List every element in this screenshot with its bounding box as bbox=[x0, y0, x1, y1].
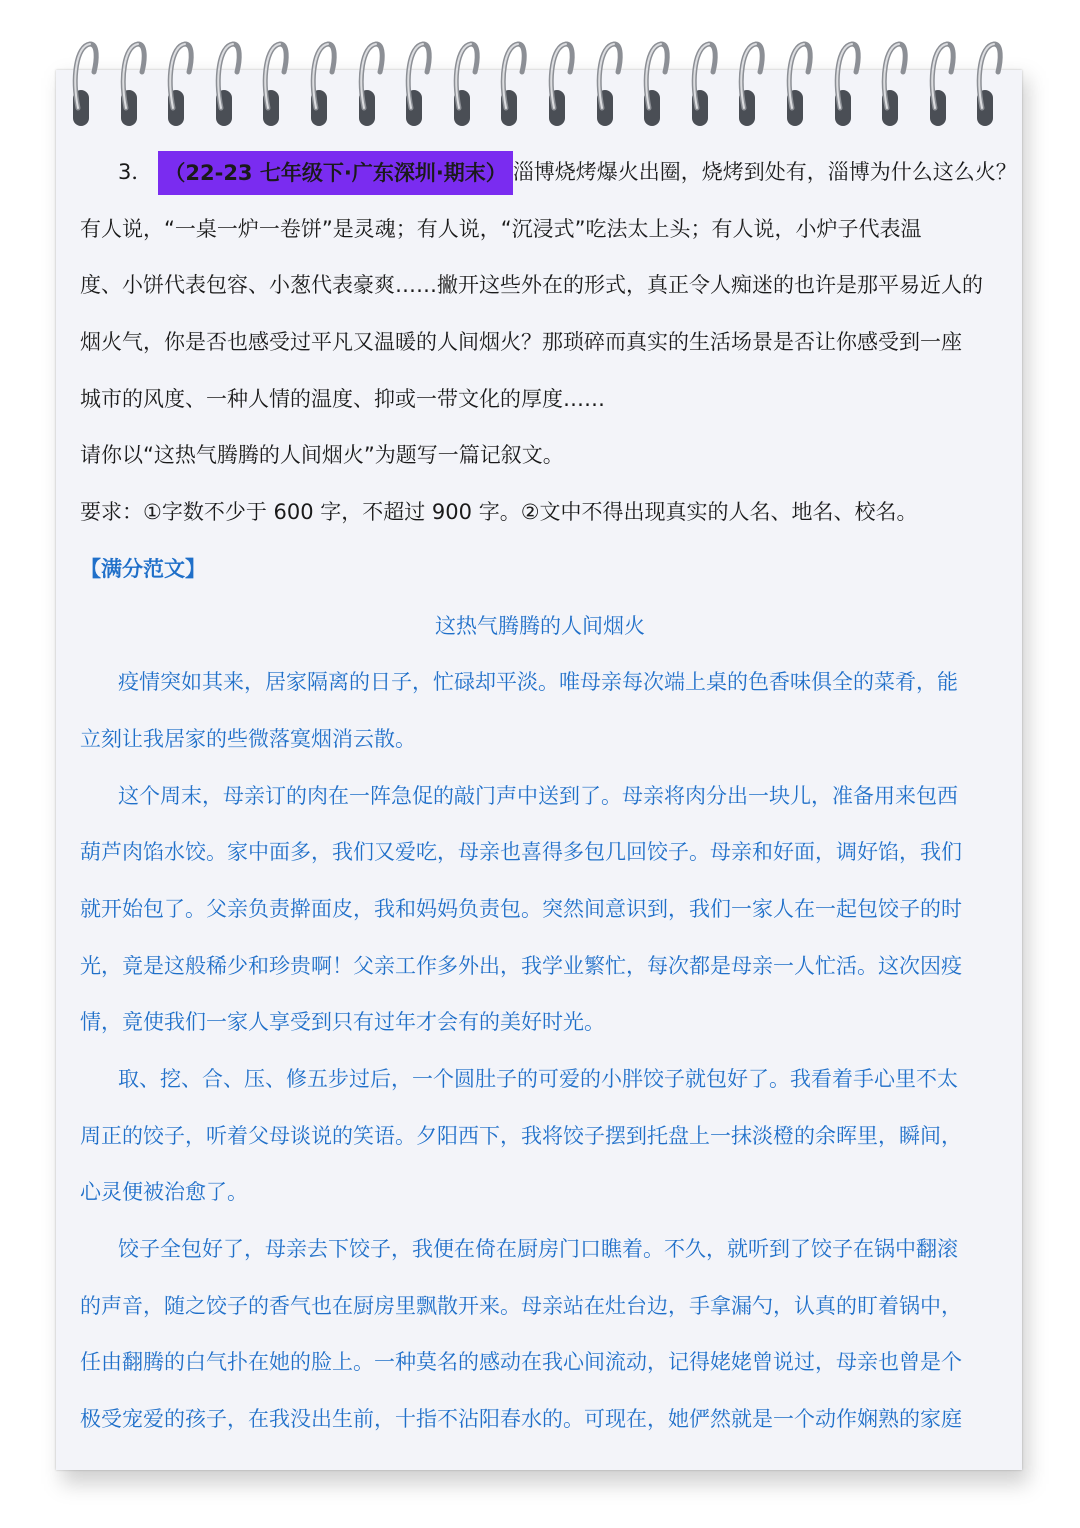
document-content bbox=[80, 144, 1017, 1448]
question-line-1 bbox=[80, 144, 1017, 201]
essay-line: 的声音，随之饺子的香气也在厨房里飘散开来。母亲站在灶台边，手拿漏勺，认真的盯着锅中， bbox=[80, 1293, 962, 1318]
binding-ring bbox=[828, 38, 862, 134]
binding-ring bbox=[114, 38, 148, 134]
essay-line: 立刻让我居家的些微落寞烟消云散。 bbox=[80, 726, 416, 751]
essay-line: 这个周末，母亲订的肉在一阵急促的敲门声中送到了。母亲将肉分出一块儿，准备用来包西 bbox=[118, 783, 958, 808]
essay-line: 就开始包了。父亲负责擀面皮，我和妈妈负责包。突然间意识到，我们一家人在一起包饺子的时 bbox=[80, 896, 962, 921]
binding-ring bbox=[399, 38, 433, 134]
source-tag: （22-23 七年级下·广东深圳·期末） bbox=[158, 151, 512, 195]
binding-ring bbox=[685, 38, 719, 134]
binding-ring bbox=[590, 38, 624, 134]
essay-title: 这热气腾腾的人间烟火 bbox=[435, 613, 645, 638]
sample-heading: 【满分范文】 bbox=[80, 556, 206, 581]
question-line: 城市的风度、一种人情的温度、抑或一带文化的厚度…… bbox=[80, 386, 605, 411]
question-line: 度、小饼代表包容、小葱代表豪爽……撇开这些外在的形式，真正令人痴迷的也许是那平易近人的 bbox=[80, 273, 983, 298]
essay-line: 疫情突如其来，居家隔离的日子，忙碌却平淡。唯母亲每次端上桌的色香味俱全的菜肴，能 bbox=[118, 670, 958, 695]
binding-ring bbox=[161, 38, 195, 134]
binding-ring bbox=[494, 38, 528, 134]
essay-line: 周正的饺子，听着父母谈说的笑语。夕阳西下，我将饺子摆到托盘上一抹淡橙的余晖里，瞬间， bbox=[80, 1123, 962, 1148]
binding-ring bbox=[923, 38, 957, 134]
binding-ring bbox=[732, 38, 766, 134]
essay-line: 心灵便被治愈了。 bbox=[80, 1180, 248, 1205]
binding-ring bbox=[304, 38, 338, 134]
binding-ring bbox=[256, 38, 290, 134]
binding-ring bbox=[780, 38, 814, 134]
question-line: 有人说，“一桌一炉一卷饼”是灵魂；有人说，“沉浸式”吃法太上头；有人说，小炉子代表温 bbox=[80, 216, 922, 241]
binding-ring bbox=[542, 38, 576, 134]
essay-line: 极受宠爱的孩子，在我没出生前，十指不沾阳春水的。可现在，她俨然就是一个动作娴熟的家庭 bbox=[80, 1407, 962, 1432]
binding-ring bbox=[447, 38, 481, 134]
binding-ring bbox=[209, 38, 243, 134]
question-text: 淄博烧烤爆火出圈，烧烤到处有，淄博为什么这么火？ bbox=[512, 160, 1017, 184]
essay-line: 情，竟使我们一家人享受到只有过年才会有的美好时光。 bbox=[80, 1010, 605, 1035]
binding-ring bbox=[970, 38, 1004, 134]
binding-ring bbox=[637, 38, 671, 134]
binding-ring bbox=[66, 38, 100, 134]
question-number: 3． bbox=[118, 160, 153, 184]
essay-line: 取、挖、合、压、修五步过后，一个圆肚子的可爱的小胖饺子就包好了。我看着手心里不太 bbox=[118, 1067, 958, 1091]
essay-line: 葫芦肉馅水饺。家中面多，我们又爱吃，母亲也喜得多包几回饺子。母亲和好面，调好馅，我们 bbox=[80, 840, 962, 865]
binding-ring bbox=[352, 38, 386, 134]
essay-line: 饺子全包好了，母亲去下饺子，我便在倚在厨房门口瞧着。不久，就听到了饺子在锅中翻滚 bbox=[118, 1237, 958, 1262]
binding-ring bbox=[875, 38, 909, 134]
question-line: 烟火气，你是否也感受过平凡又温暖的人间烟火？那琐碎而真实的生活场景是否让你感受到一座 bbox=[80, 330, 962, 355]
essay-line: 光，竟是这般稀少和珍贵啊！父亲工作多外出，我学业繁忙，每次都是母亲一人忙活。这次因疫 bbox=[80, 953, 962, 978]
prompt-line: 请你以“这热气腾腾的人间烟火”为题写一篇记叙文。 bbox=[80, 443, 564, 468]
essay-line: 任由翻腾的白气扑在她的脸上。一种莫名的感动在我心间流动，记得姥姥曾说过，母亲也曾是个 bbox=[80, 1350, 962, 1375]
requirements-line: 要求：①字数不少于 600 字，不超过 900 字。②文中不得出现真实的人名、地名、校名。 bbox=[80, 500, 918, 525]
